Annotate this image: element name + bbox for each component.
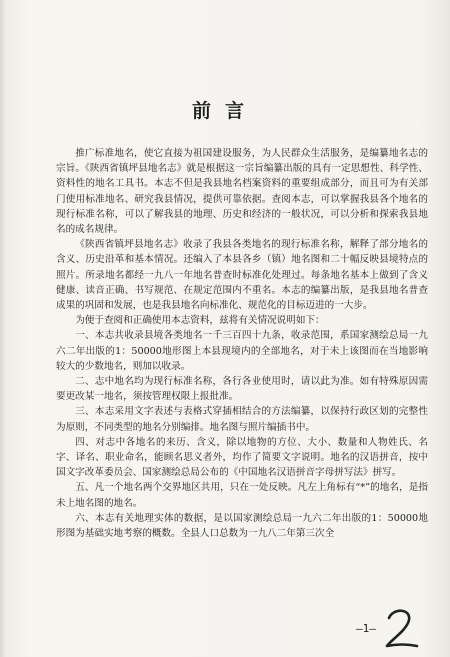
paragraph: 四、对志中各地名的来历、含义，除以地物的方位、大小、数量和人物姓氏、名字、译名、职业命名，能顾名思义者外，均作了简要文字说明。地名的汉语拼音，按中国文字改革委员会、国家测绘总局公布的《中国地名汉语拼音字母拼写法》拼写。	[56, 436, 428, 479]
paragraph: 五、凡一个地名两个交界地区共用，只在一处反映。凡左上角标有“*”的地名，是指未上地名图的地名。	[56, 482, 428, 509]
paragraph: 三、本志采用文字表述与表格式穿插相结合的方法编纂，以保持行政区划的完整性为原则，不同类型的地名分别编排。地名图与照片编插书中。	[56, 406, 428, 433]
body-text	[56, 146, 428, 541]
paragraph: 推广标准地名，使它直接为祖国建设服务，为人民群众生活服务，是编纂地名志的宗旨。《陕西省镇坪县地名志》就是根据这一宗旨编纂出版的具有一定思想性、科学性、资料性的地名工具书。本志不但是我县地名档案资料的重要组成部分，而且可为有关部门使用标准地名、研究我县情况，提供可靠依据。查阅本志，可以掌握我县各个地名的现行标准名称，可以了解我县的地理、历史和经济的一般状况，可以分析和探索我县地名的成名规律。	[56, 148, 428, 236]
page-title: 前言	[191, 100, 258, 122]
page-number: —1—	[356, 622, 376, 635]
paragraph: 二、志中地名均为现行标准名称，各行各业使用时，请以此为准。如有特殊原因需要更改某一地名，须按管理权限上报批准。	[56, 376, 428, 403]
paragraph: 一、本志共收录县境各类地名一千三百四十九条，收录范围，系国家测绘总局一九六二年出版的1：50000地形图上本县现境内的全部地名，对于未上该图而在当地影响较大的少数地名，则加以收录。	[56, 330, 428, 372]
handwritten-numeral-icon	[381, 606, 421, 651]
paragraph: 《陕西省镇坪县地名志》收录了我县各类地名的现行标准名称，解释了部分地名的含义、历史沿革和基本情况。还编入了本县各乡（镇）地名图和二十幅反映县境特点的照片。所录地名都经一九八一年地名普查时标准化处理过。每条地名基本上做到了含义健康、读音正确、书写规范、在规定范围内不重名。本志的编纂出版，是我县地名普查成果的巩固和发展，也是我县地名向标准化、规范化的目标迈进的一大步。	[56, 239, 428, 312]
paragraph: 为便于查阅和正确使用本志资料，兹将有关情况说明如下：	[75, 315, 325, 327]
paragraph: 六、本志有关地理实体的数据，是以国家测绘总局一九六二年出版的1：50000地形图为基础实地考察的概数。全县人口总数为一九八二年第三次全	[56, 512, 428, 540]
